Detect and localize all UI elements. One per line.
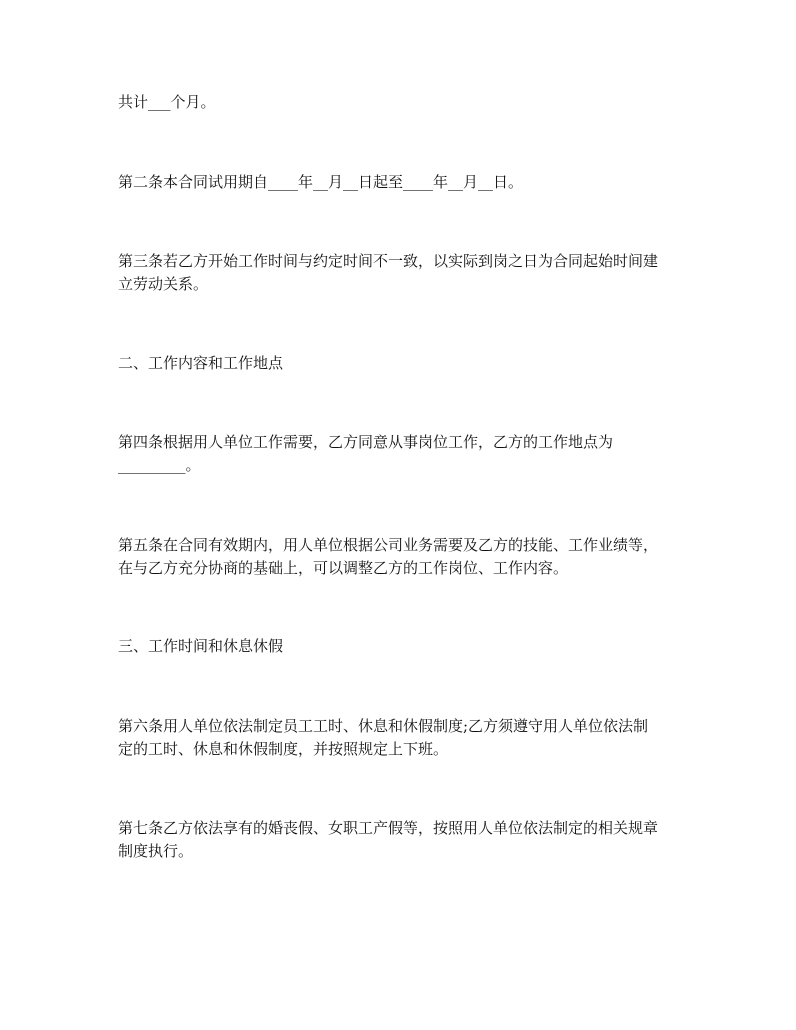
text-line-article-2: 第二条本合同试用期自____年__月__日起至____年__月__日。	[118, 173, 524, 191]
text-line-article-6: 第六条用人单位依法制定员工工时、休息和休假制度;乙方须遵守用人单位依法制	[118, 717, 649, 735]
text-line-trial-months: 共计___个月。	[118, 93, 216, 111]
section-heading-work-hours: 三、工作时间和休息休假	[118, 637, 284, 655]
text-line-article-5: 第五条在合同有效期内，用人单位根据公司业务需要及乙方的技能、工作业绩等，	[118, 536, 659, 554]
text-line-article-7: 第七条乙方依法享有的婚丧假、女职工产假等，按照用人单位依法制定的相关规章	[118, 819, 659, 837]
text-line-article-3: 第三条若乙方开始工作时间与约定时间不一致，以实际到岗之日为合同起始时间建	[118, 252, 659, 270]
text-line-article-3-cont: 立劳动关系。	[118, 275, 209, 293]
text-line-article-4-blank: _________。	[118, 456, 201, 474]
text-line-article-6-cont: 定的工时、休息和休假制度，并按照规定上下班。	[118, 740, 449, 758]
text-line-article-4: 第四条根据用人单位工作需要，乙方同意从事岗位工作，乙方的工作地点为	[118, 433, 614, 451]
text-line-article-5-cont: 在与乙方充分协商的基础上，可以调整乙方的工作岗位、工作内容。	[118, 559, 569, 577]
section-heading-work-content: 二、工作内容和工作地点	[118, 354, 284, 372]
text-line-article-7-cont: 制度执行。	[118, 842, 194, 860]
